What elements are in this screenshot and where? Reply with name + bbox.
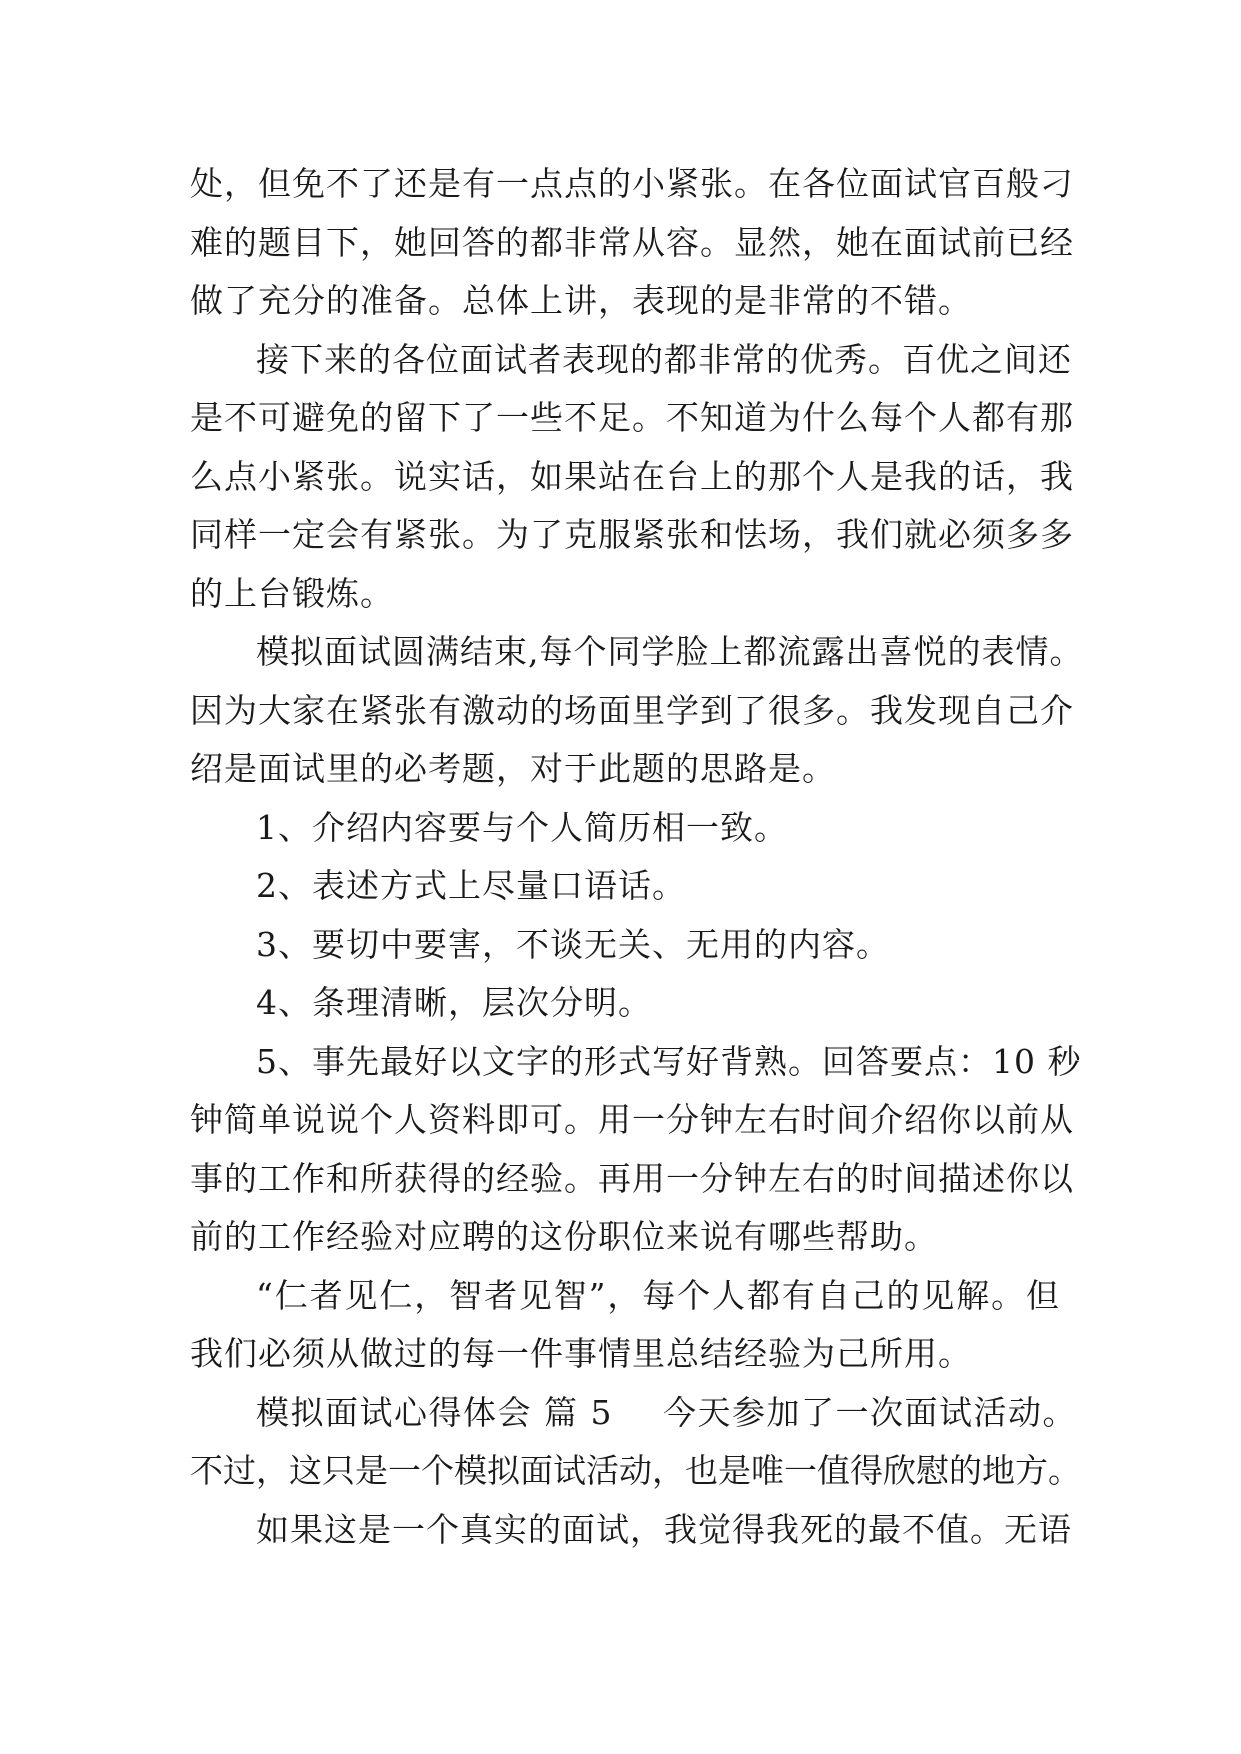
document-body	[190, 155, 1084, 1559]
paragraph	[190, 331, 1074, 624]
text-line: 2、表述方式上尽量口语话。	[256, 866, 686, 905]
text-line: 1、介绍内容要与个人简历相一致。	[256, 807, 788, 847]
section-heading-paragraph	[190, 1384, 1081, 1501]
text-line: 如果这是一个真实的面试，我觉得我死的最不值。无语	[256, 1509, 1072, 1549]
paragraph	[190, 1267, 1060, 1384]
text-line	[190, 1384, 1077, 1443]
text-line: 前的工作经验对应聘的这份职位来说有哪些帮助。	[190, 1217, 938, 1256]
text-line: “仁者见仁，智者见智”，每个人都有自己的见解。但	[256, 1275, 1060, 1315]
section-first-sentence: 今天参加了一次面试活动。	[662, 1392, 1077, 1432]
text-line: 绍是面试里的必考题，对于此题的思路是。	[190, 749, 836, 788]
text-line: 钟简单说说个人资料即可。用一分钟左右时间介绍你以前从	[190, 1100, 1074, 1139]
text-line: 处，但免不了还是有一点点的小紧张。在各位面试官百般刁	[190, 164, 1074, 203]
list-item	[190, 857, 1060, 916]
section-heading: 模拟面试心得体会 篇 5	[256, 1392, 613, 1432]
list-item	[190, 974, 1060, 1033]
paragraph	[190, 623, 1084, 799]
text-line: 的上台锻炼。	[190, 573, 394, 613]
text-line: 么点小紧张。说实话，如果站在台上的那个人是我的话，我	[190, 456, 1074, 496]
list-item	[190, 799, 1060, 858]
text-line: 难的题目下，她回答的都非常从容。显然，她在面试前已经	[190, 222, 1074, 262]
text-line: 做了充分的准备。总体上讲，表现的是非常的不错。	[190, 281, 972, 320]
paragraph	[190, 155, 1074, 331]
list-item	[190, 916, 1060, 975]
text-line: 5、事先最好以文字的形式写好背熟。回答要点：10 秒	[256, 1041, 1082, 1081]
text-line: 不过，这只是一个模拟面试活动，也是唯一值得欣慰的地方。	[190, 1451, 1081, 1490]
text-line: 4、条理清晰，层次分明。	[256, 983, 652, 1022]
text-line: 同样一定会有紧张。为了克服紧张和怯场，我们就必须多多	[190, 515, 1074, 554]
text-line: 是不可避免的留下了一些不足。不知道为什么每个人都有那	[190, 398, 1074, 437]
text-line: 接下来的各位面试者表现的都非常的优秀。百优之间还	[256, 339, 1072, 379]
text-line: 我们必须从做过的每一件事情里总结经验为己所用。	[190, 1334, 972, 1373]
text-line: 因为大家在紧张有激动的场面里学到了很多。我发现自己介	[190, 690, 1074, 730]
text-line: 3、要切中要害，不谈无关、无用的内容。	[256, 924, 890, 964]
paragraph	[190, 1501, 1072, 1560]
text-line: 模拟面试圆满结束,每个同学脸上都流露出喜悦的表情。	[256, 632, 1084, 671]
list-item	[190, 1033, 1082, 1267]
text-line: 事的工作和所获得的经验。再用一分钟左右的时间描述你以	[190, 1158, 1074, 1198]
